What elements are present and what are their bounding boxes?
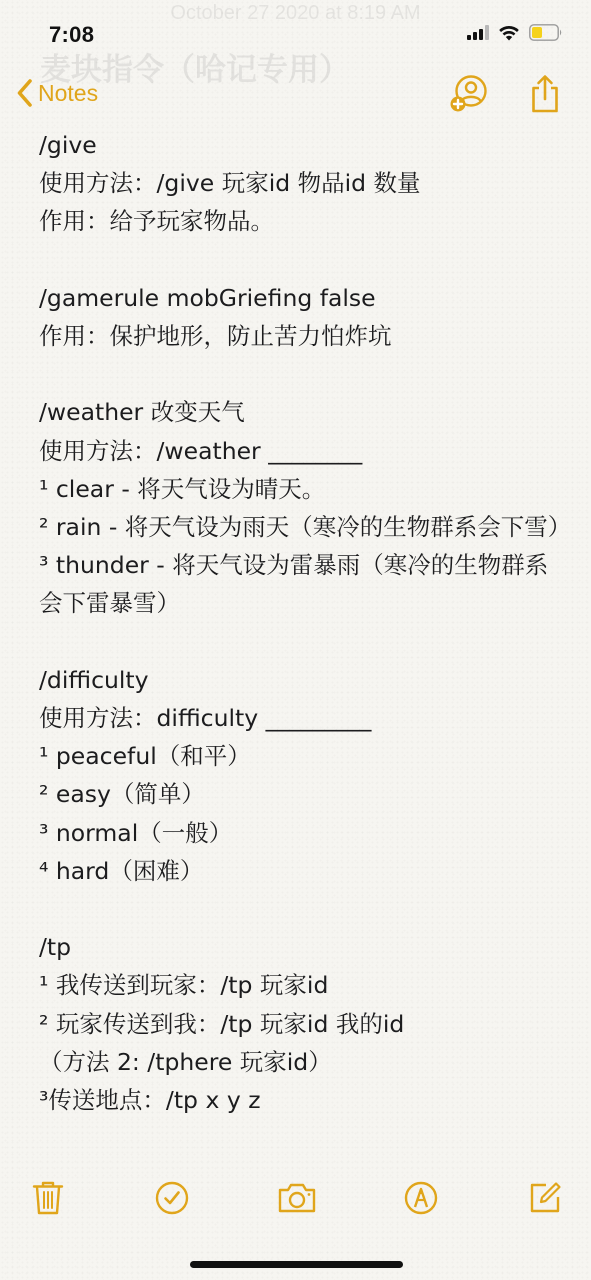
back-label: Notes xyxy=(38,79,99,106)
note-line: ² 玩家传送到我：/tp 玩家id 我的id xyxy=(39,1009,405,1038)
note-line: ³传送地点：/tp x y z xyxy=(39,1086,261,1115)
note-line: ¹ clear - 将天气设为晴天。 xyxy=(39,474,326,503)
note-line: /weather 改变天气 xyxy=(39,398,245,427)
note-body[interactable] xyxy=(39,126,571,1162)
delete-button[interactable] xyxy=(28,1178,68,1218)
status-time: 7:08 xyxy=(49,22,95,47)
camera-button[interactable] xyxy=(277,1178,317,1218)
nav-bar xyxy=(0,66,591,124)
wifi-icon xyxy=(498,25,520,41)
ghost-date: October 27 2020 at 8:19 AM xyxy=(170,2,421,24)
battery-icon xyxy=(529,24,563,41)
chevron-left-icon xyxy=(16,78,34,108)
share-icon[interactable] xyxy=(529,74,561,114)
status-icons xyxy=(467,24,563,41)
checklist-button[interactable] xyxy=(152,1178,192,1218)
blank-line xyxy=(39,890,571,928)
home-indicator xyxy=(190,1261,403,1268)
note-line: /tp xyxy=(39,933,72,962)
note-line: 作用：给予玩家物品。 xyxy=(39,207,274,236)
ghost-title: 麦块指令（哈记专用） xyxy=(40,52,350,87)
note-line: ² easy（简单） xyxy=(39,780,205,809)
note-line: ³ thunder - 将天气设为雷暴雨（寒冷的生物群系会下雷暴雪） xyxy=(39,551,549,618)
bottom-toolbar xyxy=(0,1168,591,1228)
note-line: 使用方法：/give 玩家id 物品id 数量 xyxy=(39,169,421,198)
note-line: ⁴ hard（困难） xyxy=(39,856,204,885)
note-line: ² rain - 将天气设为雨天（寒冷的生物群系会下雪） xyxy=(39,513,571,542)
blank-line xyxy=(39,355,571,393)
trash-icon xyxy=(32,1180,64,1216)
note-line: 使用方法：/weather ________ xyxy=(39,436,363,465)
note-line: （方法 2: /tphere 玩家id） xyxy=(39,1047,332,1076)
blank-line xyxy=(39,623,571,661)
add-person-icon[interactable] xyxy=(449,74,489,114)
back-button[interactable] xyxy=(16,78,98,108)
camera-icon xyxy=(277,1181,317,1215)
compose-icon xyxy=(527,1180,563,1216)
note-line: ¹ peaceful（和平） xyxy=(39,742,251,771)
compose-button[interactable] xyxy=(525,1178,565,1218)
note-line: 作用：保护地形，防止苦力怕炸坑 xyxy=(39,322,392,351)
note-line: ³ normal（一般） xyxy=(39,818,233,847)
nav-actions xyxy=(449,74,561,114)
cellular-signal-icon xyxy=(467,25,489,40)
markup-icon xyxy=(403,1180,439,1216)
note-line: /give xyxy=(39,131,97,159)
markup-button[interactable] xyxy=(401,1178,441,1218)
checklist-icon xyxy=(154,1180,190,1216)
blank-line xyxy=(39,241,571,279)
note-line: /difficulty xyxy=(39,665,149,694)
status-bar xyxy=(0,0,591,66)
note-line: ¹ 我传送到玩家：/tp 玩家id xyxy=(39,971,329,1000)
note-line: /gamerule mobGriefing false xyxy=(39,283,376,312)
note-line: 使用方法：difficulty _________ xyxy=(39,704,372,733)
